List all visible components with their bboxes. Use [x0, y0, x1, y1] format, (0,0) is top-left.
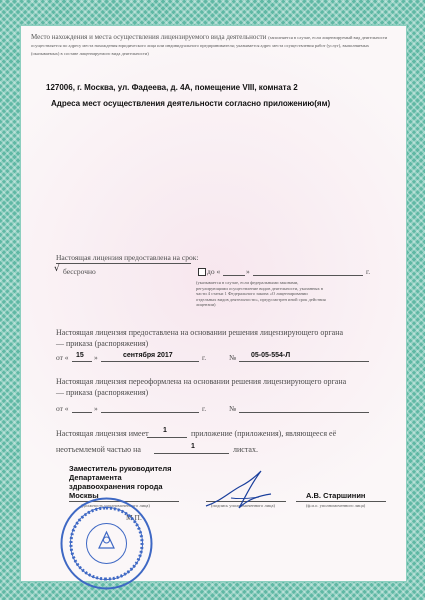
basis-number-line	[239, 361, 369, 362]
term-label-line	[56, 263, 191, 264]
basis-month-line	[101, 361, 199, 362]
basis-day: 15	[76, 352, 84, 359]
header-title: Место нахождения и места осуществления лицензируемого вида деятельности	[31, 33, 267, 41]
signer-position	[69, 464, 172, 500]
reissue-text: Настоящая лицензия переоформлена на основании решения лицензирующего органа	[56, 377, 347, 386]
check-mark-icon: √	[54, 264, 60, 274]
address-line: 127006, г. Москва, ул. Фадеева, д. 4А, помещение VIII, комната 2	[46, 83, 298, 92]
header-block	[31, 33, 396, 57]
reissue-number-line	[239, 412, 369, 413]
official-seal-icon	[59, 496, 154, 591]
reissue-text-2: — приказа (распоряжения)	[56, 388, 149, 397]
address-line-2: Адреса мест осуществления деятельности согласно приложению(ям)	[51, 99, 331, 108]
appendix-text-c: неотъемлемой частью на	[56, 445, 141, 454]
reissue-close-quote: »	[94, 404, 98, 413]
appendix-text-b: приложение (приложения), являющееся её	[191, 429, 337, 438]
signer-name: А.В. Старшинин	[306, 491, 366, 500]
reissue-from-label: от «	[56, 404, 69, 413]
license-body	[20, 25, 407, 582]
term-note: (указывается в случае, если федеральными законами, регулирующими осуществление видов деятельности, указанных в части 4 статьи 1 Федерального закона «О лицензировании отдельных видов деятельности», предусмотрен иной срок действия лицензии)	[196, 280, 326, 307]
appendix-sheets: 1	[191, 443, 195, 450]
term-day-line	[223, 275, 245, 276]
basis-day-line	[72, 361, 92, 362]
term-until-prefix: до «	[207, 267, 221, 276]
signer-position-caption: (должность уполномоченного лица)	[81, 503, 150, 508]
appendix-text-d: листах.	[233, 445, 258, 454]
basis-text-2: — приказа (распоряжения)	[56, 339, 149, 348]
term-label: Настоящая лицензия предоставлена на срок:	[56, 253, 199, 262]
term-until-suffix: г.	[366, 267, 371, 276]
basis-month-year: сентября 2017	[123, 352, 173, 359]
basis-year-suffix: г.	[202, 353, 207, 362]
basis-number: 05-05-554-Л	[251, 352, 291, 359]
basis-close-quote: »	[94, 353, 98, 362]
signer-position-line4: Москвы	[69, 491, 99, 500]
basis-from-label: от «	[56, 353, 69, 362]
term-until-checkbox	[198, 268, 206, 276]
signature-caption: (подпись уполномоченного лица)	[211, 503, 275, 508]
appendix-count-line	[147, 437, 187, 438]
appendix-sheets-line	[154, 453, 229, 454]
seal-place-label: М.П.	[126, 513, 142, 522]
reissue-month-line	[101, 412, 199, 413]
signature-icon	[201, 466, 281, 516]
appendix-count: 1	[163, 427, 167, 434]
basis-text: Настоящая лицензия предоставлена на основании решения лицензирующего органа	[56, 328, 344, 337]
reissue-number-label: №	[229, 404, 237, 413]
reissue-day-line	[72, 412, 92, 413]
term-until-mid: »	[246, 267, 250, 276]
signer-position-line3: здравоохранения города	[69, 482, 163, 491]
signer-name-caption: (ф.и.о. уполномоченного лица)	[306, 503, 366, 508]
header-note: (заполняется в случае, если лицензируемый вид деятельности осуществляется по адресу места нахождения юридического лица или индивидуального предпринимателя; указывается адрес места осуществления работ (услуг), выполняемых (оказываемых) в составе лицензируемого вида деятельности)	[31, 35, 388, 56]
term-month-line	[253, 275, 363, 276]
signer-position-line1: Заместитель руководителя	[69, 464, 172, 473]
reissue-year-suffix: г.	[202, 404, 207, 413]
appendix-text-a: Настоящая лицензия имеет	[56, 429, 149, 438]
basis-number-label: №	[229, 353, 237, 362]
signer-name-line	[296, 501, 386, 502]
term-unlimited: бессрочно	[63, 267, 96, 276]
signer-position-line2: Департамента	[69, 473, 122, 482]
